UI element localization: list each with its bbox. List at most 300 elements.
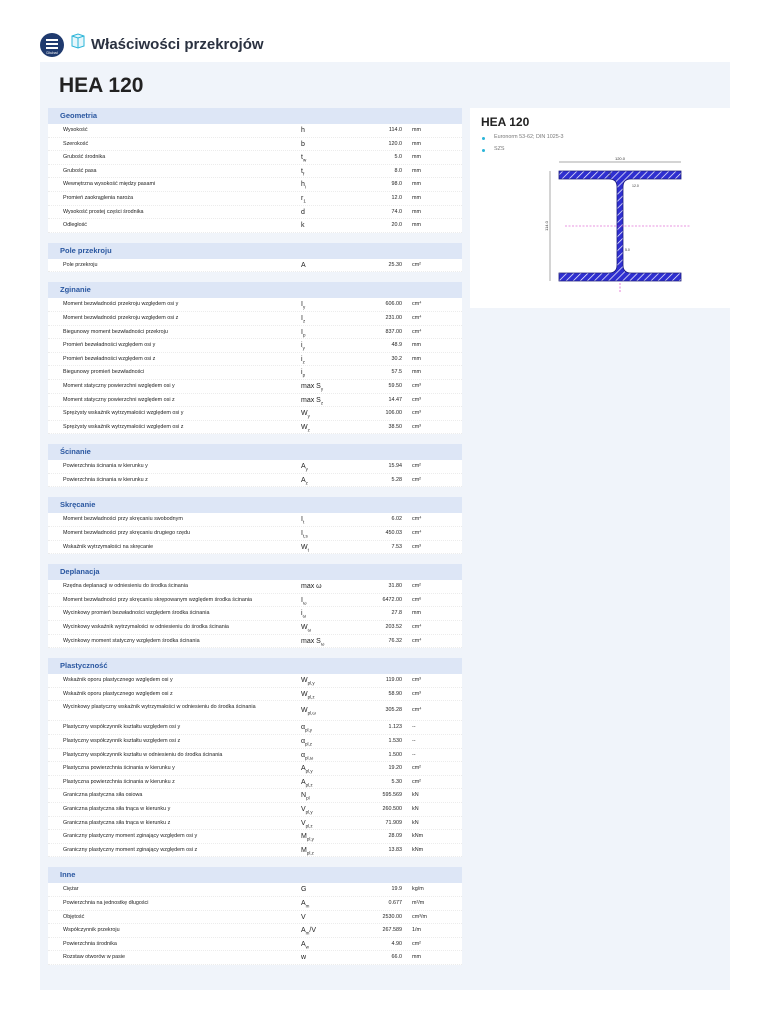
- property-value: 71.909: [385, 819, 402, 826]
- web-thickness-label: 5.0: [625, 248, 630, 252]
- symbol-main: V: [301, 819, 306, 827]
- symbol-suffix: /V: [309, 927, 317, 935]
- symbol-main: h: [301, 181, 305, 189]
- property-unit: kN: [412, 792, 419, 799]
- property-row: [48, 460, 462, 474]
- symbol-subscript: ω: [320, 641, 325, 647]
- property-name: Plastyczny współczynnik kształtu względem osi z: [63, 738, 181, 744]
- property-row: [48, 353, 462, 367]
- symbol-subscript: w: [305, 944, 309, 950]
- property-value: 57.5: [391, 369, 402, 376]
- symbol-main: G: [301, 886, 307, 894]
- symbol-main: α: [301, 738, 306, 745]
- property-value: 5.28: [391, 476, 402, 483]
- property-name: Wycinkowy plastyczny wskaźnik wytrzymałości w odniesieniu do środka ścinania: [63, 704, 256, 711]
- property-value: 25.30: [388, 261, 402, 268]
- property-unit: cm²: [412, 940, 421, 947]
- property-value: 6.02: [391, 516, 402, 523]
- property-row: [48, 830, 462, 844]
- property-name: Plastyczna powierzchnia ścinania w kierunku z: [63, 778, 175, 785]
- property-name: Powierzchnia środnika: [63, 940, 117, 947]
- page-title: HEA 120: [59, 74, 144, 97]
- symbol-main: max S: [301, 637, 321, 645]
- symbol-main: h: [301, 127, 305, 134]
- property-value: 305.28: [385, 707, 402, 714]
- property-row: [48, 151, 462, 165]
- property-name: Wycinkowy promień bezwładności względem środka ścinania: [63, 610, 210, 617]
- property-unit: cm³: [412, 677, 421, 684]
- property-name: Wewnętrzna wysokość między pasami: [63, 181, 156, 188]
- property-name: Objętość: [63, 913, 85, 920]
- symbol-main: V: [301, 913, 306, 921]
- property-value: 0.677: [388, 899, 402, 906]
- symbol-subscript: m: [305, 903, 310, 909]
- symbol-main: A: [301, 261, 306, 269]
- symbol-main: d: [301, 208, 305, 216]
- property-name: Moment bezwładności przekroju względem osi y: [63, 301, 179, 308]
- property-unit: mm: [412, 208, 421, 215]
- property-value: 260.500: [382, 805, 402, 812]
- symbol-subscript: y: [305, 466, 308, 472]
- symbol-main: I: [301, 328, 303, 336]
- property-unit: --: [412, 738, 416, 744]
- property-name: Powierzchnia ścinania w kierunku y: [63, 463, 148, 470]
- property-row: [48, 762, 462, 776]
- property-unit: --: [412, 751, 416, 758]
- property-row: [48, 621, 462, 635]
- property-unit: mm: [412, 222, 421, 229]
- property-row: [48, 607, 462, 621]
- symbol-subscript: m: [305, 930, 310, 936]
- symbol-main: A: [301, 765, 306, 773]
- symbol-subscript: ω: [302, 600, 307, 606]
- property-symbol: [301, 911, 306, 925]
- property-value: 1.500: [388, 751, 402, 758]
- symbol-main: max ω: [301, 583, 322, 591]
- symbol-subscript: z: [305, 480, 308, 486]
- symbol-subscript: w: [302, 157, 307, 163]
- property-name: Grubość środnika: [63, 154, 106, 161]
- symbol-main: i: [301, 610, 303, 618]
- property-value: 2530.00: [382, 913, 402, 920]
- property-row: [48, 165, 462, 179]
- property-name: Moment bezwładności przy skręcaniu drugiego rzędu: [63, 530, 191, 537]
- bullet-icon: [482, 137, 485, 140]
- section-header: Deplanacja: [48, 564, 462, 580]
- symbol-main: t: [301, 167, 303, 175]
- symbol-subscript: pl,y: [305, 768, 313, 774]
- property-unit: cm²: [412, 583, 421, 590]
- property-row: [48, 674, 462, 688]
- property-row: [48, 138, 462, 152]
- symbol-main: A: [301, 476, 306, 484]
- property-name: Powierzchnia na jednostkę długości: [63, 899, 149, 906]
- property-symbol: [301, 580, 322, 594]
- radius-label: 12.0: [632, 184, 639, 188]
- property-row: [48, 594, 462, 608]
- symbol-subscript: pl: [306, 795, 310, 801]
- property-row: [48, 817, 462, 831]
- property-row: [48, 580, 462, 594]
- property-value: 114.0: [388, 127, 402, 133]
- symbol-main: i: [301, 342, 303, 350]
- property-name: Wskaźnik wytrzymałości na skręcanie: [63, 543, 154, 550]
- property-unit: kN: [412, 819, 419, 826]
- profile-card-title: HEA 120: [481, 115, 530, 129]
- property-row: [48, 513, 462, 527]
- property-name: Biegunowy promień bezwładności: [63, 369, 145, 376]
- section-header: Zginanie: [48, 282, 462, 298]
- section-header: Inne: [48, 867, 462, 883]
- symbol-subscript: t: [302, 519, 305, 525]
- property-row: [48, 298, 462, 312]
- symbol-subscript: ω: [307, 627, 312, 633]
- symbol-main: W: [301, 690, 308, 698]
- property-row: [48, 192, 462, 206]
- property-row: [48, 124, 462, 138]
- symbol-subscript: pl,y: [305, 809, 313, 815]
- property-name: Wskaźnik oporu plastycznego względem osi z: [63, 690, 173, 697]
- property-symbol: [301, 474, 308, 490]
- property-value: 4.90: [391, 940, 402, 947]
- property-value: 267.589: [382, 927, 402, 934]
- property-unit: cm⁴: [412, 301, 422, 308]
- symbol-main: I: [301, 314, 303, 322]
- property-row: [48, 219, 462, 233]
- property-unit: cm⁴: [412, 624, 422, 631]
- symbol-main: N: [301, 792, 307, 800]
- symbol-main: w: [301, 954, 307, 962]
- symbol-main: V: [301, 805, 306, 813]
- property-unit: cm³: [412, 423, 421, 430]
- property-symbol: [301, 124, 305, 138]
- property-name: Graniczny plastyczny moment zginający względem osi y: [63, 833, 198, 840]
- symbol-main: W: [301, 624, 308, 632]
- symbol-main: I: [301, 596, 303, 604]
- symbol-main: A: [301, 940, 306, 948]
- property-name: Plastyczny współczynnik kształtu w odniesieniu do środka ścinania: [63, 751, 223, 758]
- property-unit: cm⁴: [412, 328, 422, 335]
- property-unit: mm: [412, 194, 421, 201]
- property-row: [48, 701, 462, 721]
- property-value: 119.00: [385, 677, 402, 684]
- symbol-main: I: [301, 301, 303, 309]
- property-name: Promień bezwładności względem osi y: [63, 342, 156, 349]
- property-name: Rozstaw otworów w pasie: [63, 954, 126, 961]
- symbol-subscript: pl,z: [305, 822, 313, 828]
- property-value: 27.8: [391, 610, 402, 617]
- property-unit: cm⁴: [412, 637, 422, 644]
- property-name: Plastyczny współczynnik kształtu względem osi y: [63, 724, 181, 731]
- property-value: 5.0: [394, 154, 402, 161]
- section-header: Skręcanie: [48, 497, 462, 513]
- property-row: [48, 527, 462, 541]
- symbol-main: max S: [301, 396, 321, 404]
- property-name: Pole przekroju: [63, 261, 98, 268]
- section-gap: [48, 434, 462, 444]
- property-value: 76.32: [388, 637, 402, 644]
- property-unit: kg/m: [412, 886, 424, 893]
- property-row: [48, 380, 462, 394]
- property-row: [48, 897, 462, 911]
- property-value: 38.50: [388, 423, 402, 430]
- property-value: 74.0: [391, 208, 402, 215]
- property-row: [48, 951, 462, 965]
- property-unit: kN: [412, 805, 419, 812]
- property-row: [48, 635, 462, 649]
- symbol-subscript: z: [307, 427, 310, 433]
- property-symbol: [301, 951, 306, 965]
- box-document-icon: [71, 33, 85, 49]
- property-unit: kNm: [412, 833, 424, 840]
- property-value: 20.0: [391, 222, 402, 229]
- section-gap: [48, 233, 462, 243]
- property-row: [48, 844, 462, 858]
- property-value: 19.9: [391, 886, 402, 893]
- property-name: Szerokość: [63, 140, 89, 147]
- property-name: Sprężysty wskaźnik wytrzymałości względem osi y: [63, 410, 184, 417]
- property-unit: mm: [412, 610, 421, 617]
- property-row: [48, 421, 462, 435]
- property-value: 5.30: [391, 778, 402, 785]
- property-unit: mm: [412, 181, 421, 188]
- symbol-main: i: [301, 355, 303, 363]
- property-row: [48, 541, 462, 555]
- property-value: 28.09: [388, 833, 402, 840]
- symbol-main: A: [301, 899, 306, 907]
- symbol-subscript: p: [302, 372, 306, 378]
- property-value: 8.0: [394, 167, 402, 174]
- property-unit: cm³: [412, 690, 421, 697]
- symbol-main: α: [301, 724, 306, 732]
- property-value: 30.2: [391, 355, 402, 362]
- property-unit: mm: [412, 154, 421, 161]
- property-unit: mm: [412, 369, 421, 376]
- property-row: [48, 206, 462, 220]
- property-row: [48, 749, 462, 763]
- symbol-subscript: y: [320, 386, 324, 392]
- property-value: 6472.00: [382, 596, 402, 603]
- symbol-main: A: [301, 927, 306, 935]
- property-unit: 1/m: [412, 927, 421, 934]
- symbol-main: W: [301, 423, 308, 431]
- property-value: 106.00: [385, 410, 402, 417]
- symbol-subscript: pl,z: [307, 694, 315, 700]
- symbol-subscript: p: [302, 331, 306, 337]
- section-header: Geometria: [48, 108, 462, 124]
- section-gap: [48, 857, 462, 867]
- property-unit: cm³: [412, 410, 421, 417]
- property-row: [48, 474, 462, 488]
- property-symbol: [301, 635, 324, 651]
- section-gap: [48, 272, 462, 282]
- property-unit: cm⁶: [412, 596, 422, 603]
- symbol-main: I: [301, 516, 303, 524]
- section-gap: [48, 554, 462, 564]
- property-unit: cm²: [412, 778, 421, 785]
- property-symbol: [301, 541, 309, 557]
- symbol-main: A: [301, 778, 306, 786]
- property-unit: cm³: [412, 396, 421, 403]
- width-dimension-label: 120.0: [614, 156, 626, 161]
- cross-section-drawing: [545, 153, 695, 303]
- property-value: 595.569: [382, 792, 402, 799]
- property-name: Współczynnik przekroju: [63, 927, 120, 934]
- logo-text: Dlubal: [46, 50, 58, 55]
- property-row: [48, 394, 462, 408]
- symbol-subscript: pl,y: [306, 836, 314, 842]
- property-unit: mm: [412, 127, 421, 133]
- property-name: Biegunowy moment bezwładności przekroju: [63, 328, 168, 335]
- property-unit: cm²: [412, 261, 421, 268]
- property-symbol: [301, 844, 314, 860]
- section-header: Ścinanie: [48, 444, 462, 460]
- property-unit: mm: [412, 140, 421, 147]
- property-row: [48, 407, 462, 421]
- symbol-main: r: [301, 194, 304, 202]
- property-name: Graniczna plastyczna siła tnąca w kierunku z: [63, 819, 171, 826]
- property-unit: cm³: [412, 543, 421, 550]
- symbol-subscript: pl,ω: [305, 754, 314, 760]
- property-symbol: [301, 259, 306, 273]
- standard-item: SZS: [494, 146, 505, 152]
- property-value: 231.00: [385, 314, 402, 321]
- symbol-subscript: pl,y: [307, 680, 315, 686]
- symbol-subscript: t,s: [302, 533, 308, 539]
- symbol-main: M: [301, 833, 307, 841]
- property-row: [48, 776, 462, 790]
- property-value: 14.47: [388, 396, 402, 403]
- property-row: [48, 911, 462, 925]
- property-value: 19.20: [388, 765, 402, 772]
- height-dimension-label: 114.0: [544, 221, 549, 231]
- property-row: [48, 312, 462, 326]
- symbol-subscript: pl,ω: [307, 710, 316, 716]
- property-row: [48, 789, 462, 803]
- standard-item: Euronorm 53-62; DIN 1025-3: [494, 134, 564, 140]
- property-name: Graniczny plastyczny moment zginający względem osi z: [63, 846, 198, 853]
- properties-table: [48, 108, 462, 965]
- property-symbol: [301, 707, 316, 716]
- property-value: 48.9: [391, 342, 402, 349]
- symbol-main: k: [301, 222, 305, 230]
- symbol-main: α: [301, 751, 306, 759]
- symbol-subscript: z: [302, 318, 306, 324]
- symbol-subscript: t: [307, 547, 309, 553]
- property-name: Grubość pasa: [63, 167, 97, 174]
- property-name: Moment statyczny powierzchni względem osi y: [63, 382, 175, 389]
- symbol-main: t: [301, 154, 303, 162]
- symbol-main: W: [301, 410, 308, 418]
- property-name: Sprężysty wskaźnik wytrzymałości względem osi z: [63, 423, 184, 430]
- symbol-subscript: y: [302, 304, 306, 310]
- app-header: [0, 0, 768, 62]
- symbol-subscript: pl,z: [306, 850, 314, 856]
- property-value: 13.83: [388, 846, 402, 853]
- symbol-subscript: pl,z: [305, 741, 313, 747]
- property-row: [48, 735, 462, 749]
- property-row: [48, 688, 462, 702]
- property-row: [48, 883, 462, 897]
- property-unit: cm³/m: [412, 913, 427, 920]
- property-name: Wskaźnik oporu plastycznego względem osi y: [63, 677, 173, 684]
- property-value: 1.123: [388, 724, 402, 731]
- property-value: 203.52: [385, 624, 402, 631]
- property-name: Plastyczna powierzchnia ścinania w kierunku y: [63, 765, 175, 772]
- property-value: 66.0: [391, 954, 402, 961]
- property-name: Wysokość: [63, 127, 88, 133]
- property-unit: mm: [412, 167, 421, 174]
- symbol-main: max S: [301, 382, 321, 390]
- symbol-main: M: [301, 846, 307, 854]
- section-header: Pole przekroju: [48, 243, 462, 259]
- property-name: Moment bezwładności przy skręcaniu swobodnym: [63, 516, 183, 523]
- property-unit: mm: [412, 954, 421, 961]
- property-value: 58.90: [388, 690, 402, 697]
- symbol-subscript: ω: [302, 613, 307, 619]
- property-name: Graniczna plastyczna siła osiowa: [63, 792, 143, 799]
- property-symbol: [301, 138, 305, 152]
- property-row: [48, 259, 462, 273]
- property-unit: cm²: [412, 476, 421, 483]
- property-name: Moment bezwładności przekroju względem osi z: [63, 314, 179, 321]
- property-row: [48, 938, 462, 952]
- property-unit: m²/m: [412, 899, 425, 906]
- property-unit: --: [412, 724, 416, 731]
- section-gap: [48, 487, 462, 497]
- app-title: Właściwości przekrojów: [91, 36, 264, 53]
- property-name: Rzędna deplanacji w odniesieniu do środka ścinania: [63, 583, 188, 590]
- property-symbol: [301, 421, 310, 437]
- property-symbol: [301, 206, 305, 220]
- symbol-subscript: i: [304, 184, 306, 190]
- symbol-main: I: [301, 530, 303, 538]
- property-value: 15.94: [388, 463, 402, 470]
- property-name: Wycinkowy wskaźnik wytrzymałości w odniesieniu do środka ścinania: [63, 624, 229, 631]
- property-row: [48, 721, 462, 735]
- symbol-subscript: pl,z: [305, 782, 313, 788]
- property-unit: cm²: [412, 765, 421, 772]
- symbol-subscript: pl,y: [305, 727, 313, 733]
- property-symbol: [301, 883, 306, 897]
- dlubal-logo-icon[interactable]: [40, 33, 64, 57]
- flange-thickness-label: 8.0: [608, 172, 612, 177]
- property-value: 120.0: [388, 140, 402, 147]
- property-value: 837.00: [385, 328, 402, 335]
- property-unit: cm⁴: [412, 314, 422, 321]
- property-name: Wycinkowy moment statyczny względem środka ścinania: [63, 637, 200, 644]
- property-value: 1.530: [388, 738, 402, 744]
- symbol-main: W: [301, 707, 308, 715]
- property-value: 450.03: [385, 530, 402, 537]
- property-value: 59.50: [388, 382, 402, 389]
- property-row: [48, 803, 462, 817]
- property-name: Graniczna plastyczna siła tnąca w kierunku y: [63, 805, 171, 812]
- symbol-subscript: z: [302, 359, 305, 365]
- property-name: Moment bezwładności przy skręcaniu skrępowanym względem środka ścinania: [63, 596, 253, 603]
- property-row: [48, 924, 462, 938]
- property-unit: cm²: [412, 463, 421, 470]
- symbol-main: W: [301, 677, 308, 685]
- property-unit: kNm: [412, 846, 424, 853]
- property-unit: cm³: [412, 382, 421, 389]
- property-row: [48, 178, 462, 192]
- symbol-main: i: [301, 369, 303, 377]
- property-name: Odległość: [63, 222, 87, 229]
- symbol-main: W: [301, 543, 308, 551]
- symbol-subscript: 1: [303, 198, 306, 204]
- property-name: Wysokość prostej części środnika: [63, 208, 144, 215]
